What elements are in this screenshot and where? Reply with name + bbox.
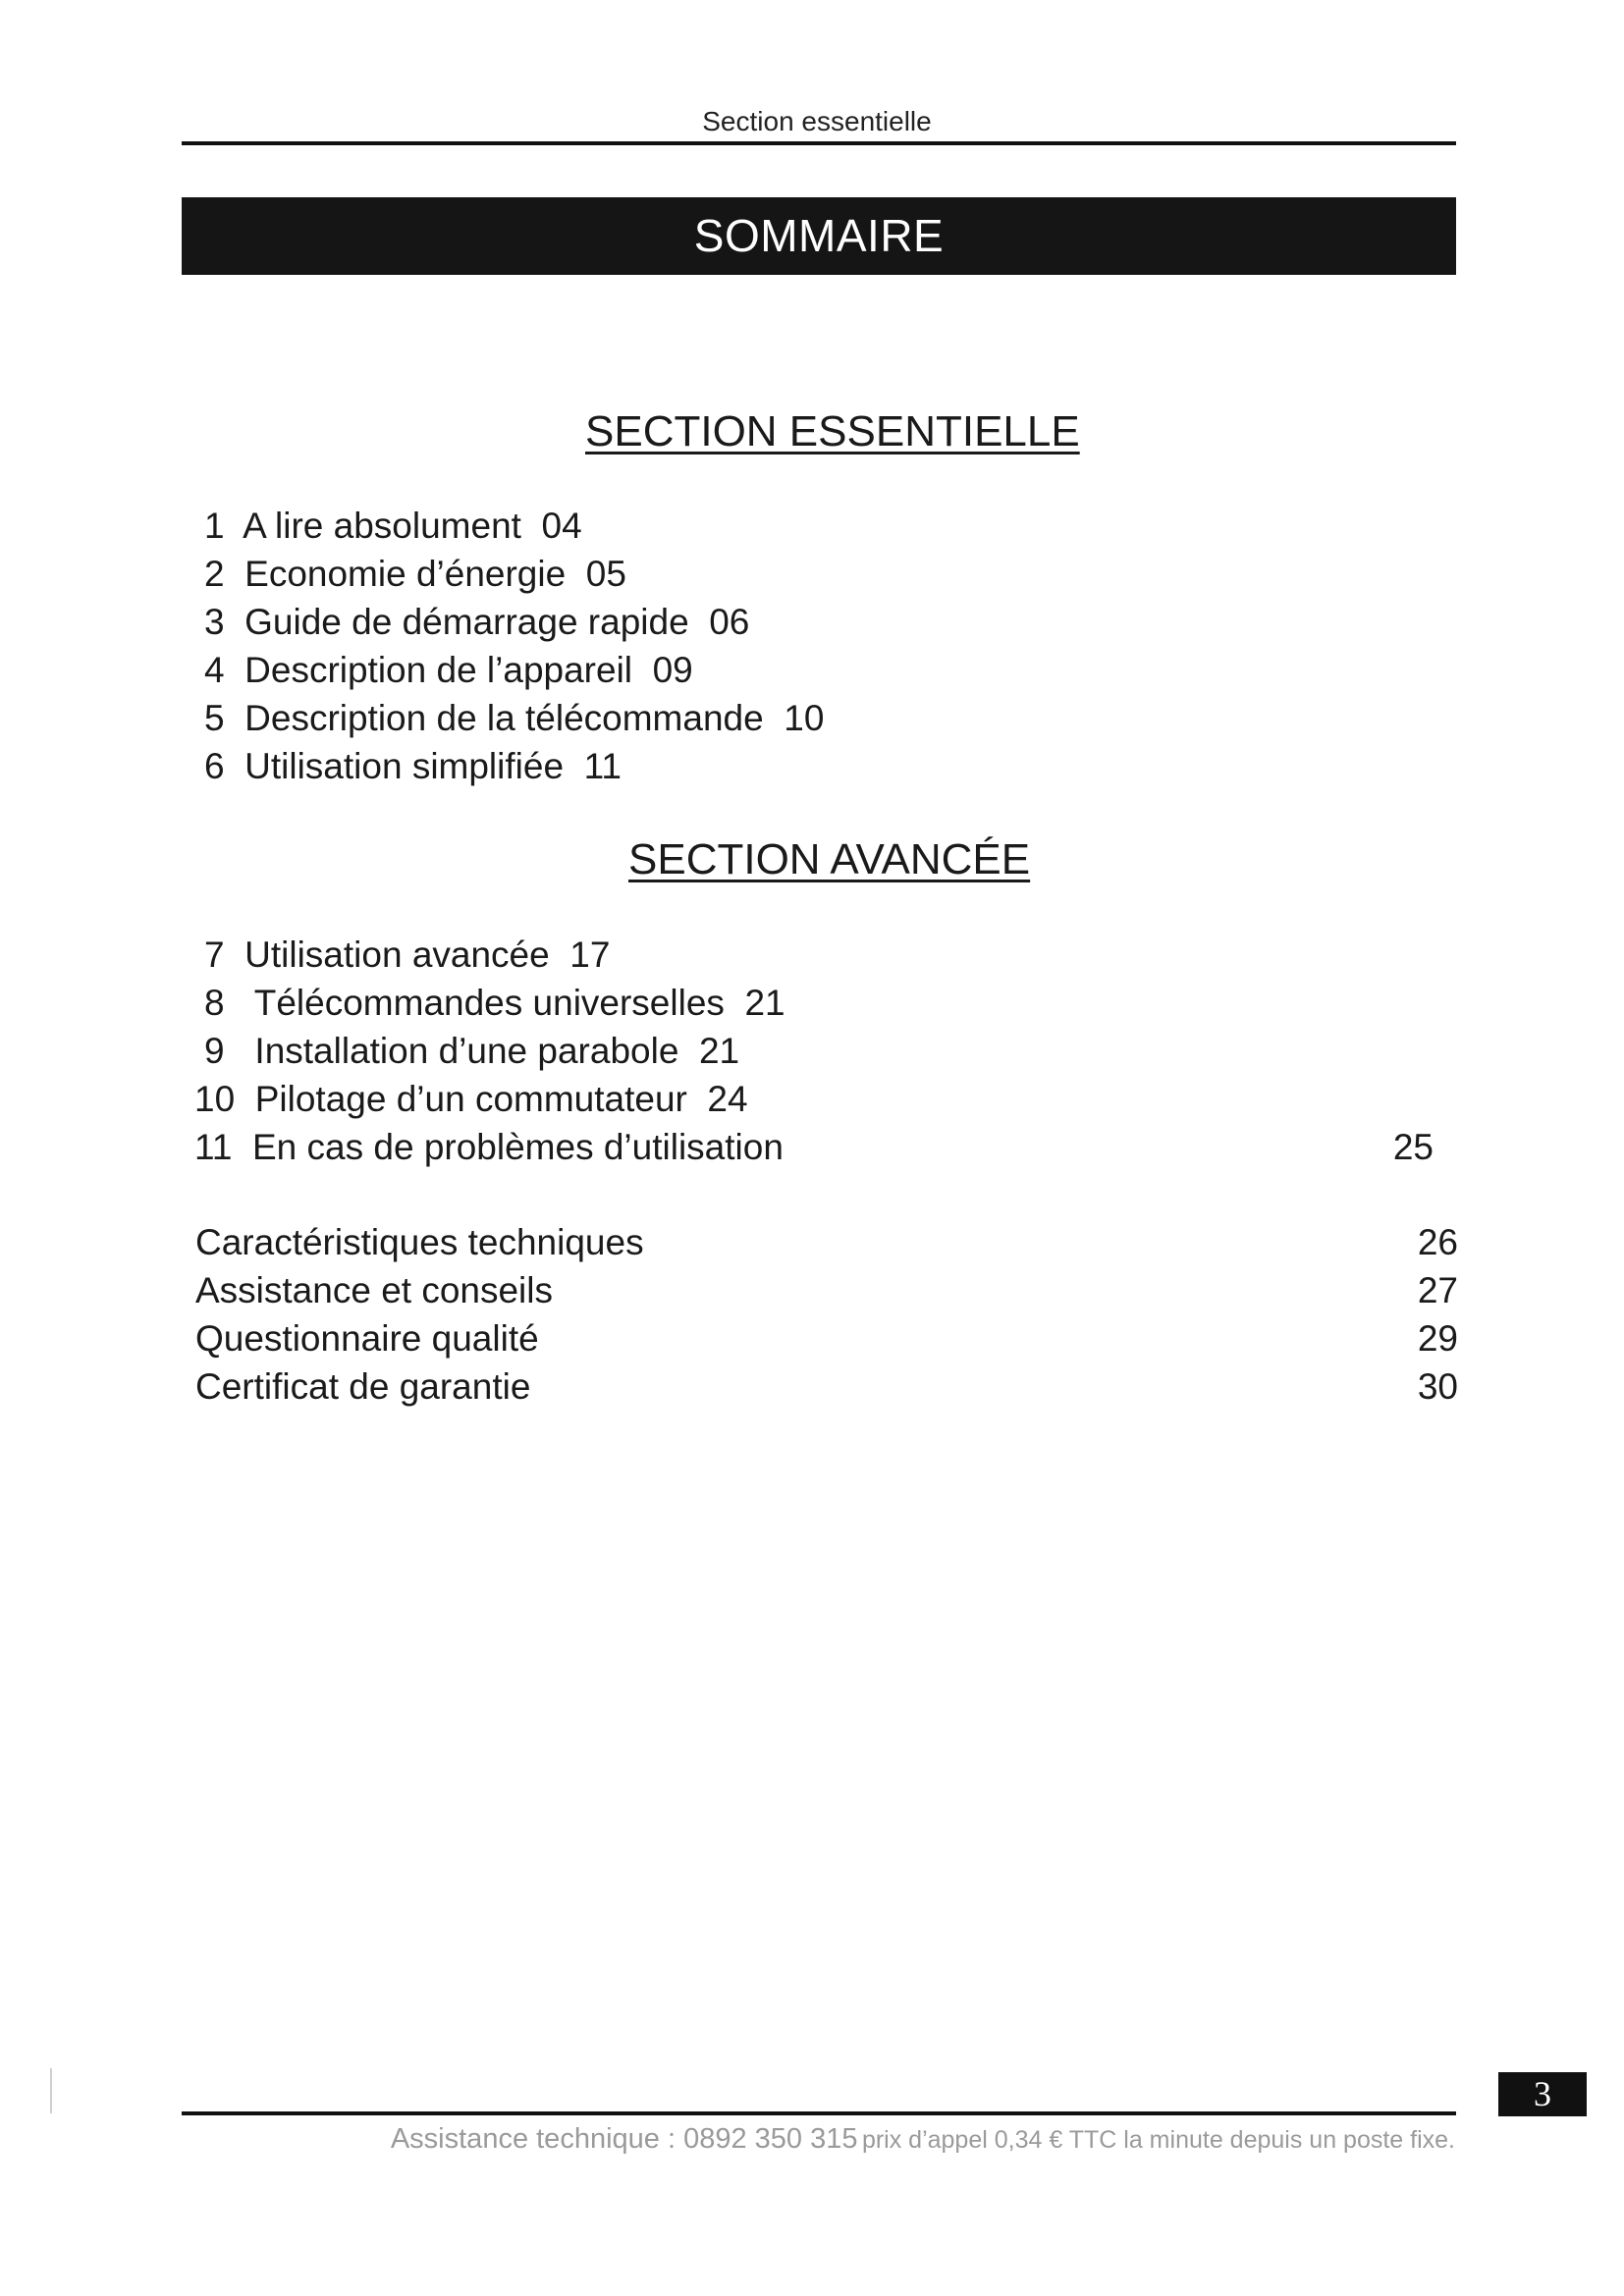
- toc-entry-number: 3: [204, 602, 225, 642]
- toc-entry-number: 5: [204, 698, 225, 738]
- toc-entry-number: 6: [204, 746, 225, 786]
- margin-mark: [50, 2068, 52, 2113]
- appendix-entry-page: 26: [1417, 1222, 1458, 1262]
- toc-entry-page: 17: [569, 934, 611, 975]
- running-header: Section essentielle: [702, 106, 932, 136]
- toc-entry[interactable]: [204, 602, 749, 643]
- toc-entry-page: 21: [744, 983, 785, 1023]
- toc-entry-page: 21: [698, 1031, 740, 1071]
- toc-entry-number: 9: [204, 1031, 225, 1071]
- toc-entry-page: 11: [583, 746, 623, 786]
- appendix-entry-title[interactable]: Questionnaire qualité: [195, 1318, 539, 1359]
- toc-entry[interactable]: [204, 506, 582, 547]
- toc-entry-title: Installation d’une parabole: [254, 1031, 679, 1071]
- toc-entry-title: Guide de démarrage rapide: [244, 602, 689, 642]
- toc-entry-number: 2: [204, 554, 225, 594]
- toc-entry[interactable]: [204, 698, 824, 739]
- appendix-entry-page: 29: [1417, 1318, 1458, 1359]
- toc-entry[interactable]: [194, 1127, 784, 1168]
- header-rule: [182, 141, 1456, 145]
- toc-entry[interactable]: [204, 934, 610, 976]
- toc-entry-page: 24: [707, 1079, 748, 1119]
- toc-entry-page: 06: [709, 602, 750, 642]
- toc-entry-title: Pilotage d’un commutateur: [254, 1079, 687, 1119]
- toc-entry[interactable]: [204, 983, 785, 1024]
- toc-entry-number: 8: [204, 983, 225, 1023]
- toc-entry-number: 11: [194, 1127, 233, 1167]
- toc-entry-number: 4: [204, 650, 225, 690]
- toc-entry-title: Description de la télécommande: [244, 698, 764, 738]
- page-title: SOMMAIRE: [182, 197, 1456, 275]
- toc-entry-title: Utilisation avancée: [244, 934, 550, 975]
- toc-entry-page: 25: [1392, 1127, 1434, 1167]
- appendix-entry-page: 27: [1417, 1270, 1458, 1310]
- appendix-entry-page: 30: [1417, 1366, 1458, 1407]
- toc-entry-number: 7: [204, 934, 225, 975]
- appendix-entry-title[interactable]: Caractéristiques techniques: [195, 1222, 644, 1262]
- toc-entry-title: Télécommandes universelles: [253, 983, 725, 1023]
- section-heading-essentielle: SECTION ESSENTIELLE: [585, 407, 1080, 455]
- footer-assistance: [391, 2123, 1455, 2156]
- toc-entry-title: En cas de problèmes d’utilisation: [251, 1127, 784, 1167]
- toc-entry-title: A lire absolument: [243, 506, 521, 546]
- page-number: 3: [1498, 2072, 1587, 2116]
- toc-entry[interactable]: [204, 554, 626, 595]
- toc-entry-page: 09: [652, 650, 693, 690]
- toc-entry[interactable]: [204, 746, 622, 787]
- appendix-entry-title[interactable]: Assistance et conseils: [195, 1270, 554, 1310]
- toc-entry-title: Description de l’appareil: [244, 650, 633, 690]
- toc-entry[interactable]: [204, 650, 693, 691]
- section-heading-avancee: SECTION AVANCÉE: [628, 835, 1031, 883]
- toc-entry[interactable]: [194, 1079, 748, 1120]
- appendix-entry-title[interactable]: Certificat de garantie: [195, 1366, 531, 1407]
- footer-rule: [182, 2111, 1456, 2115]
- footer-pricing-note: prix d’appel 0,34 € TTC la minute depuis un poste fixe.: [861, 2126, 1455, 2154]
- toc-entry-page: 10: [784, 698, 825, 738]
- toc-entry-number: 1: [204, 506, 225, 546]
- toc-entry-number: 10: [194, 1079, 236, 1119]
- toc-entry-title: Economie d’énergie: [244, 554, 567, 594]
- footer-assistance-label: Assistance technique : 0892 350 315: [390, 2123, 858, 2155]
- toc-entry-page: 05: [585, 554, 626, 594]
- toc-entry-page: 04: [541, 506, 582, 546]
- toc-entry[interactable]: [204, 1031, 739, 1072]
- toc-entry-title: Utilisation simplifiée: [244, 746, 565, 786]
